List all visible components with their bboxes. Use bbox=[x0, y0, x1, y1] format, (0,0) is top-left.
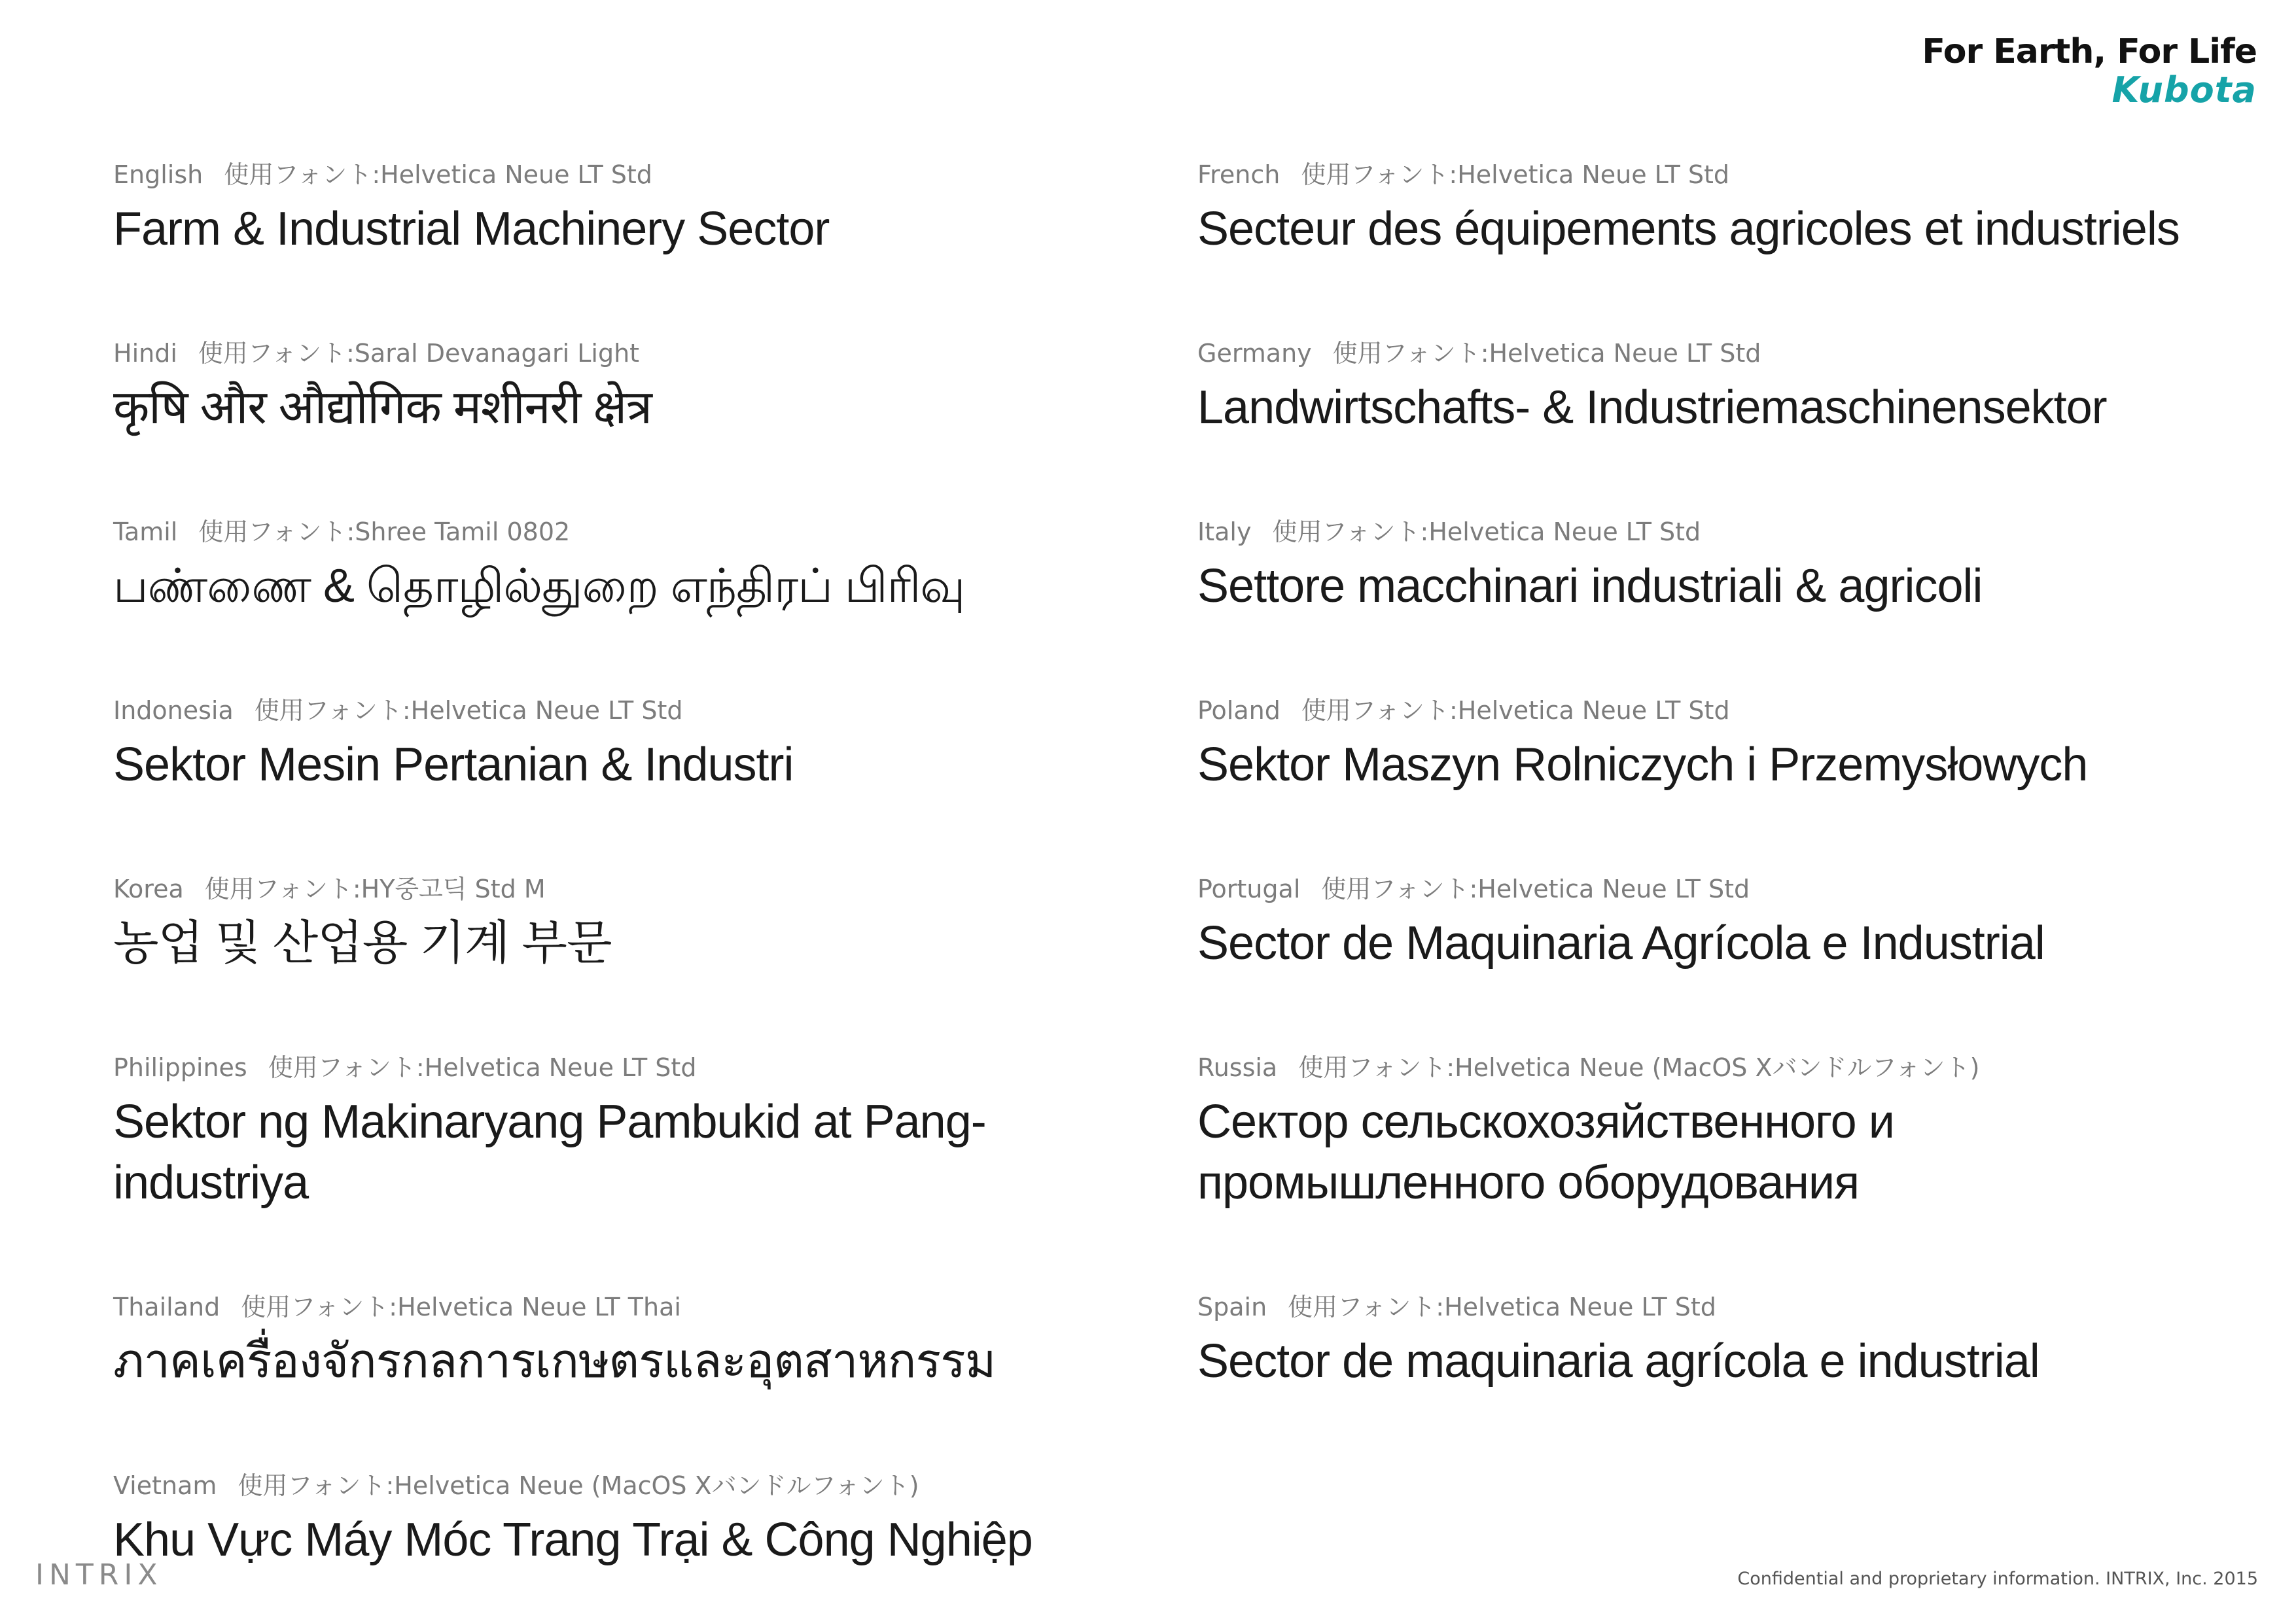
sector-name-line: Сектор сельскохозяйственного и bbox=[1197, 1096, 1894, 1148]
language-label: Poland 使用フォント:Helvetica Neue LT Std bbox=[1197, 696, 1730, 725]
language-label: Russia 使用フォント:Helvetica Neue (MacOS Xバンドルフォント) bbox=[1197, 1053, 1980, 1082]
language-entry bbox=[1197, 691, 2257, 795]
language-label: Tamil 使用フォント:Shree Tamil 0802 bbox=[113, 517, 571, 546]
font-note: 使用フォント:Helvetica Neue LT Std bbox=[268, 1053, 697, 1082]
sector-name: Sektor Maszyn Rolniczych i Przemysłowych bbox=[1197, 739, 2088, 791]
language-entry bbox=[1197, 156, 2257, 260]
font-note: 使用フォント:Helvetica Neue LT Thai bbox=[241, 1293, 681, 1321]
language-entry bbox=[113, 513, 1147, 617]
tagline: For Earth, For Life bbox=[1922, 32, 2257, 71]
sector-name bbox=[1197, 1092, 2257, 1213]
sector-name: Secteur des équipements agricoles et industriels bbox=[1197, 203, 2180, 255]
font-note: 使用フォント:HY중고딕 Std M bbox=[204, 875, 546, 903]
language-entry bbox=[113, 1049, 1147, 1213]
language-entry bbox=[1197, 513, 2257, 617]
sector-name: Settore macchinari industriali & agricoli bbox=[1197, 560, 1983, 612]
sector-name: Sector de maquinaria agrícola e industrial bbox=[1197, 1335, 2040, 1387]
language-label: Italy 使用フォント:Helvetica Neue LT Std bbox=[1197, 517, 1701, 546]
left-column bbox=[113, 156, 1147, 1571]
font-note: 使用フォント:Helvetica Neue LT Std bbox=[1321, 875, 1750, 903]
language-label: Germany 使用フォント:Helvetica Neue LT Std bbox=[1197, 339, 1761, 368]
language-label: Spain 使用フォント:Helvetica Neue LT Std bbox=[1197, 1293, 1716, 1321]
language-label: Thailand 使用フォント:Helvetica Neue LT Thai bbox=[113, 1293, 681, 1321]
language-label: Philippines 使用フォント:Helvetica Neue LT Std bbox=[113, 1053, 697, 1082]
brand-block bbox=[1922, 31, 2257, 109]
language-label: Vietnam 使用フォント:Helvetica Neue (MacOS Xバンドルフォント) bbox=[113, 1471, 919, 1500]
sector-name: ภาคเครื่องจักรกลการเกษตรและอุตสาหกรรม bbox=[113, 1335, 996, 1387]
language-entry bbox=[113, 156, 1147, 260]
sector-name: பண்ணை & தொழில்துறை எந்திரப் பிரிவு bbox=[113, 560, 965, 612]
font-note: 使用フォント:Helvetica Neue LT Std bbox=[1301, 160, 1730, 189]
language-entry bbox=[113, 691, 1147, 795]
font-note: 使用フォント:Helvetica Neue (MacOS Xバンドルフォント) bbox=[1298, 1053, 1980, 1082]
language-entry bbox=[113, 870, 1147, 974]
sector-name: Khu Vực Máy Móc Trang Trại & Công Nghiệp bbox=[113, 1514, 1033, 1566]
language-label: Portugal 使用フォント:Helvetica Neue LT Std bbox=[1197, 875, 1750, 903]
language-entry bbox=[113, 334, 1147, 438]
language-entry bbox=[1197, 870, 2257, 974]
font-note: 使用フォント:Helvetica Neue LT Std bbox=[1301, 696, 1730, 725]
confidential-notice: Confidential and proprietary information. INTRIX, Inc. 2015 bbox=[1737, 1569, 2258, 1589]
language-label: Hindi 使用フォント:Saral Devanagari Light bbox=[113, 339, 640, 368]
sector-name: Landwirtschafts- & Industriemaschinensektor bbox=[1197, 381, 2107, 434]
sector-name: Sector de Maquinaria Agrícola e Industrial bbox=[1197, 917, 2045, 969]
language-label: Indonesia 使用フォント:Helvetica Neue LT Std bbox=[113, 696, 683, 725]
sector-name-line: промышленного оборудования bbox=[1197, 1157, 1860, 1209]
font-note: 使用フォント:Shree Tamil 0802 bbox=[198, 517, 571, 546]
intrix-logo: INTRIX bbox=[35, 1558, 163, 1592]
language-label: French 使用フォント:Helvetica Neue LT Std bbox=[1197, 160, 1730, 189]
language-entry bbox=[113, 1467, 1147, 1571]
language-entry bbox=[1197, 1049, 2257, 1213]
language-entry bbox=[1197, 334, 2257, 438]
language-label: Korea 使用フォント:HY중고딕 Std M bbox=[113, 875, 546, 903]
font-note: 使用フォント:Helvetica Neue LT Std bbox=[1272, 517, 1701, 546]
sector-name: Farm & Industrial Machinery Sector bbox=[113, 203, 830, 255]
font-note: 使用フォント:Saral Devanagari Light bbox=[198, 339, 640, 368]
font-note: 使用フォント:Helvetica Neue LT Std bbox=[1332, 339, 1761, 368]
language-label: English 使用フォント:Helvetica Neue LT Std bbox=[113, 160, 652, 189]
sector-name: Sektor Mesin Pertanian & Industri bbox=[113, 739, 794, 791]
right-column bbox=[1197, 156, 2257, 1392]
sector-name: कृषि और औद्योगिक मशीनरी क्षेत्र bbox=[113, 381, 652, 434]
language-entry bbox=[1197, 1288, 2257, 1392]
kubota-logo: Kubota bbox=[2111, 69, 2257, 111]
language-entry bbox=[113, 1288, 1147, 1392]
font-note: 使用フォント:Helvetica Neue LT Std bbox=[254, 696, 683, 725]
font-note: 使用フォント:Helvetica Neue LT Std bbox=[224, 160, 652, 189]
sector-name: 농업 및 산업용 기계 부문 bbox=[113, 917, 612, 969]
font-note: 使用フォント:Helvetica Neue LT Std bbox=[1288, 1293, 1716, 1321]
sector-name: Sektor ng Makinaryang Pambukid at Pang-industriya bbox=[113, 1096, 986, 1209]
font-note: 使用フォント:Helvetica Neue (MacOS Xバンドルフォント) bbox=[238, 1471, 919, 1500]
